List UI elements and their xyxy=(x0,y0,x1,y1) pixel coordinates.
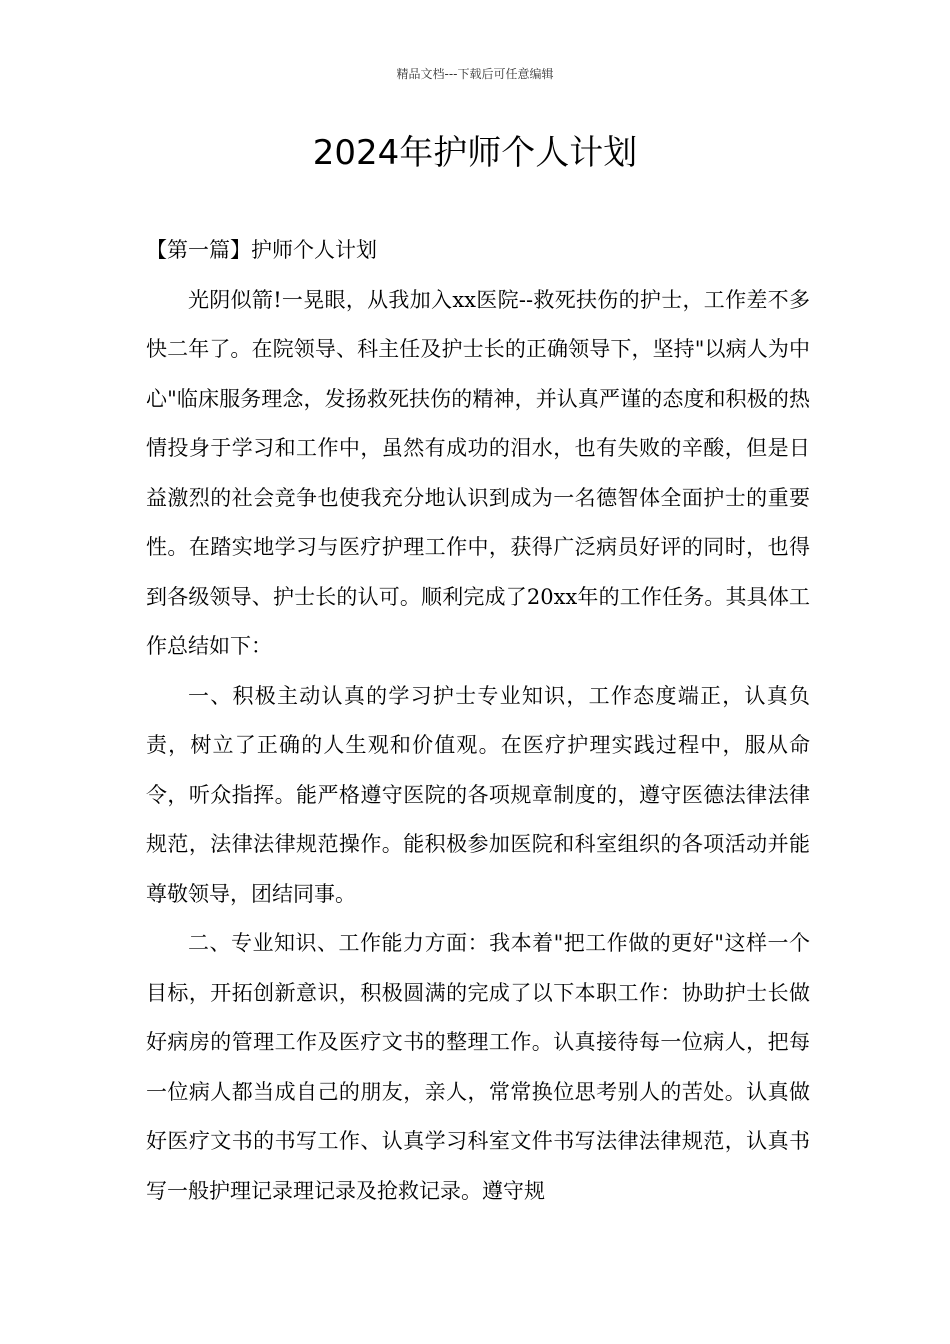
paragraph: 一、积极主动认真的学习护士专业知识，工作态度端正，认真负责，树立了正确的人生观和价值观。在医疗护理实践过程中，服从命令，听众指挥。能严格遵守医院的各项规章制度的，遵守医德法律法律规范，法律法律规范操作。能积极参加医院和科室组织的各项活动并能尊敬领导，团结同事。 xyxy=(146,683,810,906)
paragraph: 二、专业知识、工作能力方面：我本着"把工作做的更好"这样一个目标，开拓创新意识，积极圆满的完成了以下本职工作：协助护士长做好病房的管理工作及医疗文书的整理工作。认真接待每一位病人，把每一位病人都当成自己的朋友，亲人，常常换位思考别人的苦处。认真做好医疗文书的书写工作、认真学习科室文件书写法律法律规范，认真书写一般护理记录理记录及抢救记录。遵守规 xyxy=(146,931,810,1203)
header-note: 精品文档---下载后可任意编辑 xyxy=(396,67,554,81)
document-title: 2024年护师个人计划 xyxy=(312,133,638,173)
section-heading: 【第一篇】护师个人计划 xyxy=(146,238,377,262)
document-body xyxy=(146,226,810,1216)
paragraph: 光阴似箭!一晃眼，从我加入xx医院--救死扶伤的护士，工作差不多快二年了。在院领导、科主任及护士长的正确领导下，坚持"以病人为中心"临床服务理念，发扬救死扶伤的精神，并认真严谨的态度和积极的热情投身于学习和工作中，虽然有成功的泪水，也有失败的辛酸，但是日益激烈的社会竞争也使我充分地认识到成为一名德智体全面护士的重要性。在踏实地学习与医疗护理工作中，获得广泛病员好评的同时，也得到各级领导、护士长的认可。顺利完成了20xx年的工作任务。其具体工作总结如下： xyxy=(146,287,810,658)
